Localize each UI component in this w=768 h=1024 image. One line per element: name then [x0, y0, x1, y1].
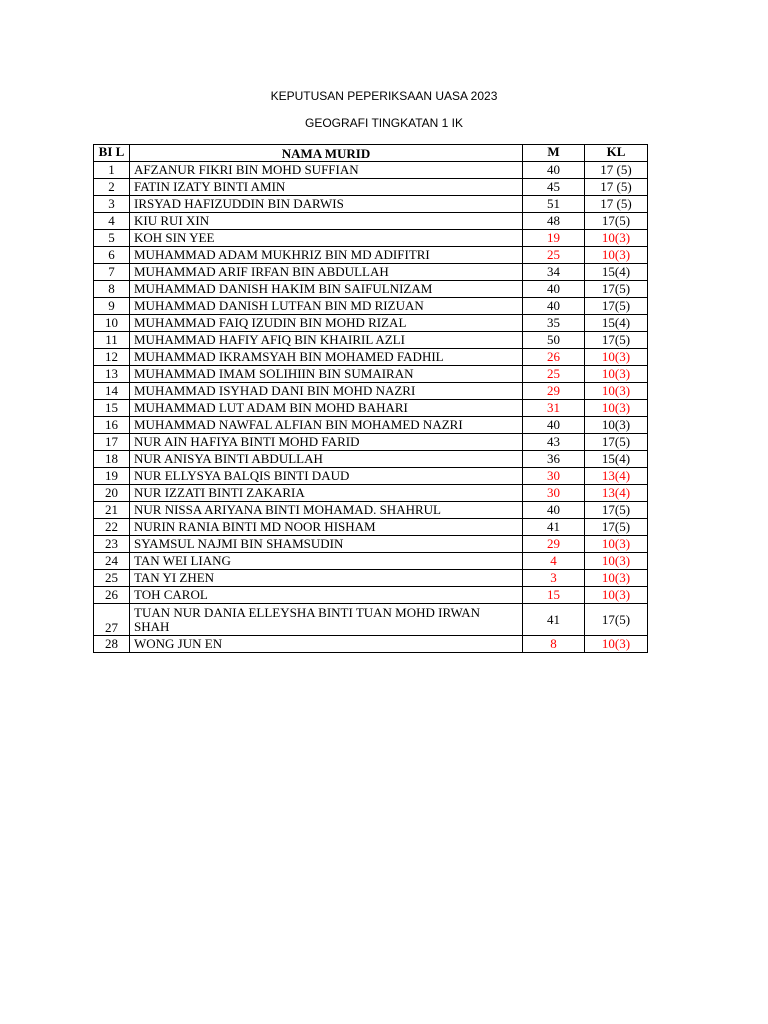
mark-value: 41 [523, 519, 585, 536]
grade-value: 15(4) [585, 451, 648, 468]
row-number: 27 [94, 604, 130, 636]
row-number: 11 [94, 332, 130, 349]
mark-value: 15 [523, 587, 585, 604]
row-number: 23 [94, 536, 130, 553]
grade-value: 10(3) [585, 247, 648, 264]
table-row [94, 636, 648, 653]
grade-value: 17(5) [585, 332, 648, 349]
table-row [94, 553, 648, 570]
student-name: TUAN NUR DANIA ELLEYSHA BINTI TUAN MOHD IRWAN SHAH [130, 604, 523, 636]
mark-value: 4 [523, 553, 585, 570]
student-name: TOH CAROL [130, 587, 523, 604]
grade-value: 10(3) [585, 553, 648, 570]
row-number: 15 [94, 400, 130, 417]
mark-value: 50 [523, 332, 585, 349]
table-row [94, 230, 648, 247]
table-row [94, 604, 648, 636]
table-row [94, 162, 648, 179]
table-row [94, 264, 648, 281]
mark-value: 45 [523, 179, 585, 196]
grade-value: 17(5) [585, 298, 648, 315]
table-row [94, 451, 648, 468]
student-name: KOH SIN YEE [130, 230, 523, 247]
grade-value: 17 (5) [585, 196, 648, 213]
mark-value: 3 [523, 570, 585, 587]
table-row [94, 281, 648, 298]
mark-value: 29 [523, 536, 585, 553]
header-bil: BI L [94, 145, 130, 162]
row-number: 20 [94, 485, 130, 502]
row-number: 25 [94, 570, 130, 587]
student-name: NUR AIN HAFIYA BINTI MOHD FARID [130, 434, 523, 451]
row-number: 16 [94, 417, 130, 434]
grade-value: 10(3) [585, 383, 648, 400]
mark-value: 29 [523, 383, 585, 400]
student-name: MUHAMMAD FAIQ IZUDIN BIN MOHD RIZAL [130, 315, 523, 332]
student-name: WONG JUN EN [130, 636, 523, 653]
header-kl: KL [585, 145, 648, 162]
student-name: MUHAMMAD ADAM MUKHRIZ BIN MD ADIFITRI [130, 247, 523, 264]
table-row [94, 502, 648, 519]
row-number: 26 [94, 587, 130, 604]
student-name: MUHAMMAD ISYHAD DANI BIN MOHD NAZRI [130, 383, 523, 400]
table-row [94, 298, 648, 315]
student-name: NUR ANISYA BINTI ABDULLAH [130, 451, 523, 468]
grade-value: 17(5) [585, 281, 648, 298]
mark-value: 36 [523, 451, 585, 468]
table-row [94, 366, 648, 383]
table-row [94, 213, 648, 230]
mark-value: 30 [523, 468, 585, 485]
student-name: MUHAMMAD DANISH LUTFAN BIN MD RIZUAN [130, 298, 523, 315]
grade-value: 17(5) [585, 604, 648, 636]
table-row [94, 332, 648, 349]
grade-value: 15(4) [585, 315, 648, 332]
header-row [94, 145, 648, 162]
grade-value: 17(5) [585, 213, 648, 230]
grade-value: 13(4) [585, 468, 648, 485]
mark-value: 25 [523, 247, 585, 264]
row-number: 17 [94, 434, 130, 451]
student-name: TAN WEI LIANG [130, 553, 523, 570]
grade-value: 10(3) [585, 349, 648, 366]
row-number: 28 [94, 636, 130, 653]
row-number: 6 [94, 247, 130, 264]
student-name: FATIN IZATY BINTI AMIN [130, 179, 523, 196]
row-number: 2 [94, 179, 130, 196]
grade-value: 10(3) [585, 366, 648, 383]
mark-value: 40 [523, 298, 585, 315]
grade-value: 10(3) [585, 587, 648, 604]
row-number: 9 [94, 298, 130, 315]
table-row [94, 383, 648, 400]
grade-value: 10(3) [585, 536, 648, 553]
row-number: 1 [94, 162, 130, 179]
table-row [94, 179, 648, 196]
mark-value: 8 [523, 636, 585, 653]
table-row [94, 434, 648, 451]
row-number: 4 [94, 213, 130, 230]
table-row [94, 570, 648, 587]
row-number: 21 [94, 502, 130, 519]
row-number: 10 [94, 315, 130, 332]
grade-value: 17(5) [585, 434, 648, 451]
results-body [94, 162, 648, 653]
mark-value: 48 [523, 213, 585, 230]
table-row [94, 587, 648, 604]
mark-value: 25 [523, 366, 585, 383]
student-name: MUHAMMAD NAWFAL ALFIAN BIN MOHAMED NAZRI [130, 417, 523, 434]
row-number: 19 [94, 468, 130, 485]
student-name: KIU RUI XIN [130, 213, 523, 230]
row-number: 14 [94, 383, 130, 400]
row-number: 5 [94, 230, 130, 247]
student-name: NUR NISSA ARIYANA BINTI MOHAMAD. SHAHRUL [130, 502, 523, 519]
student-name: MUHAMMAD ARIF IRFAN BIN ABDULLAH [130, 264, 523, 281]
table-row [94, 196, 648, 213]
mark-value: 30 [523, 485, 585, 502]
grade-value: 10(3) [585, 400, 648, 417]
student-name: NUR ELLYSYA BALQIS BINTI DAUD [130, 468, 523, 485]
table-row [94, 349, 648, 366]
grade-value: 17(5) [585, 502, 648, 519]
grade-value: 10(3) [585, 570, 648, 587]
mark-value: 19 [523, 230, 585, 247]
table-row [94, 417, 648, 434]
student-name: MUHAMMAD DANISH HAKIM BIN SAIFULNIZAM [130, 281, 523, 298]
table-row [94, 485, 648, 502]
document-subtitle: GEOGRAFI TINGKATAN 1 IK [304, 116, 464, 130]
mark-value: 40 [523, 162, 585, 179]
table-row [94, 536, 648, 553]
mark-value: 31 [523, 400, 585, 417]
student-name: AFZANUR FIKRI BIN MOHD SUFFIAN [130, 162, 523, 179]
mark-value: 26 [523, 349, 585, 366]
mark-value: 40 [523, 281, 585, 298]
student-name: NUR IZZATI BINTI ZAKARIA [130, 485, 523, 502]
mark-value: 34 [523, 264, 585, 281]
table-row [94, 247, 648, 264]
mark-value: 35 [523, 315, 585, 332]
student-name: MUHAMMAD IMAM SOLIHIIN BIN SUMAIRAN [130, 366, 523, 383]
row-number: 22 [94, 519, 130, 536]
table-row [94, 519, 648, 536]
table-row [94, 400, 648, 417]
header-nama: NAMA MURID [130, 145, 523, 162]
header-m: M [523, 145, 585, 162]
document-title: KEPUTUSAN PEPERIKSAAN UASA 2023 [270, 89, 498, 103]
row-number: 18 [94, 451, 130, 468]
student-name: MUHAMMAD IKRAMSYAH BIN MOHAMED FADHIL [130, 349, 523, 366]
mark-value: 40 [523, 502, 585, 519]
row-number: 3 [94, 196, 130, 213]
student-name: TAN YI ZHEN [130, 570, 523, 587]
student-name: NURIN RANIA BINTI MD NOOR HISHAM [130, 519, 523, 536]
grade-value: 17 (5) [585, 162, 648, 179]
table-row [94, 315, 648, 332]
student-name: SYAMSUL NAJMI BIN SHAMSUDIN [130, 536, 523, 553]
grade-value: 13(4) [585, 485, 648, 502]
mark-value: 51 [523, 196, 585, 213]
student-name: MUHAMMAD LUT ADAM BIN MOHD BAHARI [130, 400, 523, 417]
student-name: IRSYAD HAFIZUDDIN BIN DARWIS [130, 196, 523, 213]
grade-value: 17(5) [585, 519, 648, 536]
mark-value: 41 [523, 604, 585, 636]
grade-value: 10(3) [585, 230, 648, 247]
grade-value: 17 (5) [585, 179, 648, 196]
results-table [93, 144, 648, 653]
table-row [94, 468, 648, 485]
row-number: 7 [94, 264, 130, 281]
row-number: 24 [94, 553, 130, 570]
mark-value: 40 [523, 417, 585, 434]
row-number: 12 [94, 349, 130, 366]
grade-value: 10(3) [585, 417, 648, 434]
grade-value: 15(4) [585, 264, 648, 281]
mark-value: 43 [523, 434, 585, 451]
grade-value: 10(3) [585, 636, 648, 653]
row-number: 8 [94, 281, 130, 298]
student-name: MUHAMMAD HAFIY AFIQ BIN KHAIRIL AZLI [130, 332, 523, 349]
row-number: 13 [94, 366, 130, 383]
